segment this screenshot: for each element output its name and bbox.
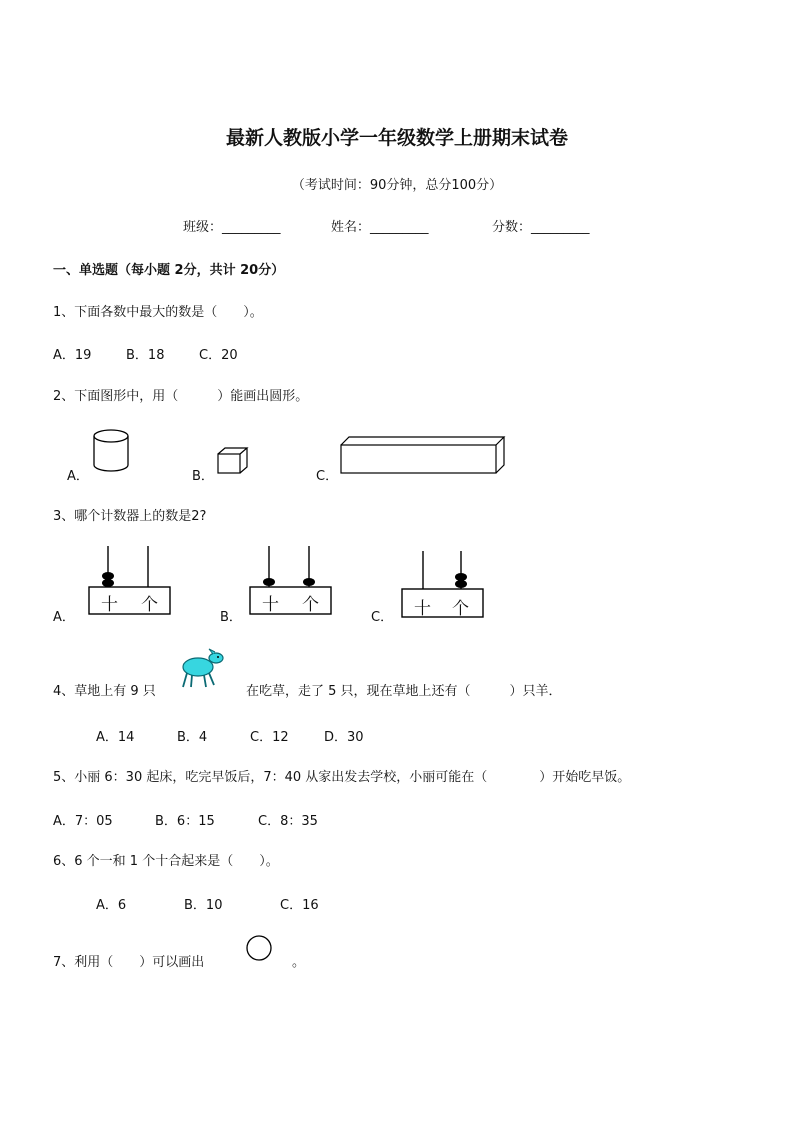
section-heading: 一、单选题（每小题 2分，共计 20分） [53,263,285,278]
cube-figure [217,447,249,475]
q2-option-a: A． [67,469,89,484]
abacus-c-ones-label: 个 [452,599,469,619]
question-5: 5、小丽 6：30 起床，吃完早饭后，7：40 从家出发去学校，小丽可能在（ ）开始吃早饭。 [53,770,631,785]
question-4-part2: 在吃草，走了 5 只，现在草地上还有（ ）只羊． [246,684,562,699]
q4-option-a: A．14 [96,730,135,745]
page-title: 最新人教版小学一年级数学上册期末试卷 [225,127,568,149]
q3-option-b: B． [220,610,242,625]
q2-option-c: C． [316,469,339,484]
question-6: 6、6 个一和 1 个十合起来是（ ）。 [53,854,279,869]
abacus-a-tens-label: 十 [101,595,118,615]
abacus-b-tens-label: 十 [262,595,279,615]
class-field: 班级：_________ [183,220,281,235]
question-7-part1: 7、利用（ ）可以画出 [53,955,205,970]
name-field: 姓名：_________ [331,220,429,235]
q1-option-c: C．20 [199,348,238,363]
q6-option-c: C．16 [280,898,319,913]
q2-option-b: B． [192,469,214,484]
circle-figure [244,934,276,964]
question-1: 1、下面各数中最大的数是（ ）。 [53,305,263,320]
question-3: 3、哪个计数器上的数是2? [53,509,207,524]
q3-option-c: C． [371,610,394,625]
abacus-a-ones-label: 个 [141,595,158,615]
q1-option-a: A．19 [53,348,92,363]
question-7-part2: 。 [292,955,306,970]
score-field: 分数：_________ [492,220,590,235]
q4-option-c: C．12 [250,730,289,745]
q4-option-b: B．4 [177,730,208,745]
q6-option-a: A．6 [96,898,127,913]
question-4-part1: 4、草地上有 9 只 [53,684,156,699]
sheep-icon [178,645,228,689]
abacus-b-ones-label: 个 [302,595,319,615]
q5-option-c: C．8：35 [258,814,318,829]
q4-option-d: D．30 [324,730,364,745]
q5-option-a: A．7：05 [53,814,113,829]
q5-option-b: B．6：15 [155,814,215,829]
question-2: 2、下面图形中，用（ ）能画出圆形。 [53,389,309,404]
q3-option-a: A． [53,610,75,625]
q6-option-b: B．10 [184,898,223,913]
q1-option-b: B．18 [126,348,165,363]
cylinder-figure [90,428,132,474]
cuboid-figure [340,436,506,476]
exam-time-note: （考试时间：90分钟，总分100分） [291,178,503,193]
abacus-c-tens-label: 十 [414,599,431,619]
